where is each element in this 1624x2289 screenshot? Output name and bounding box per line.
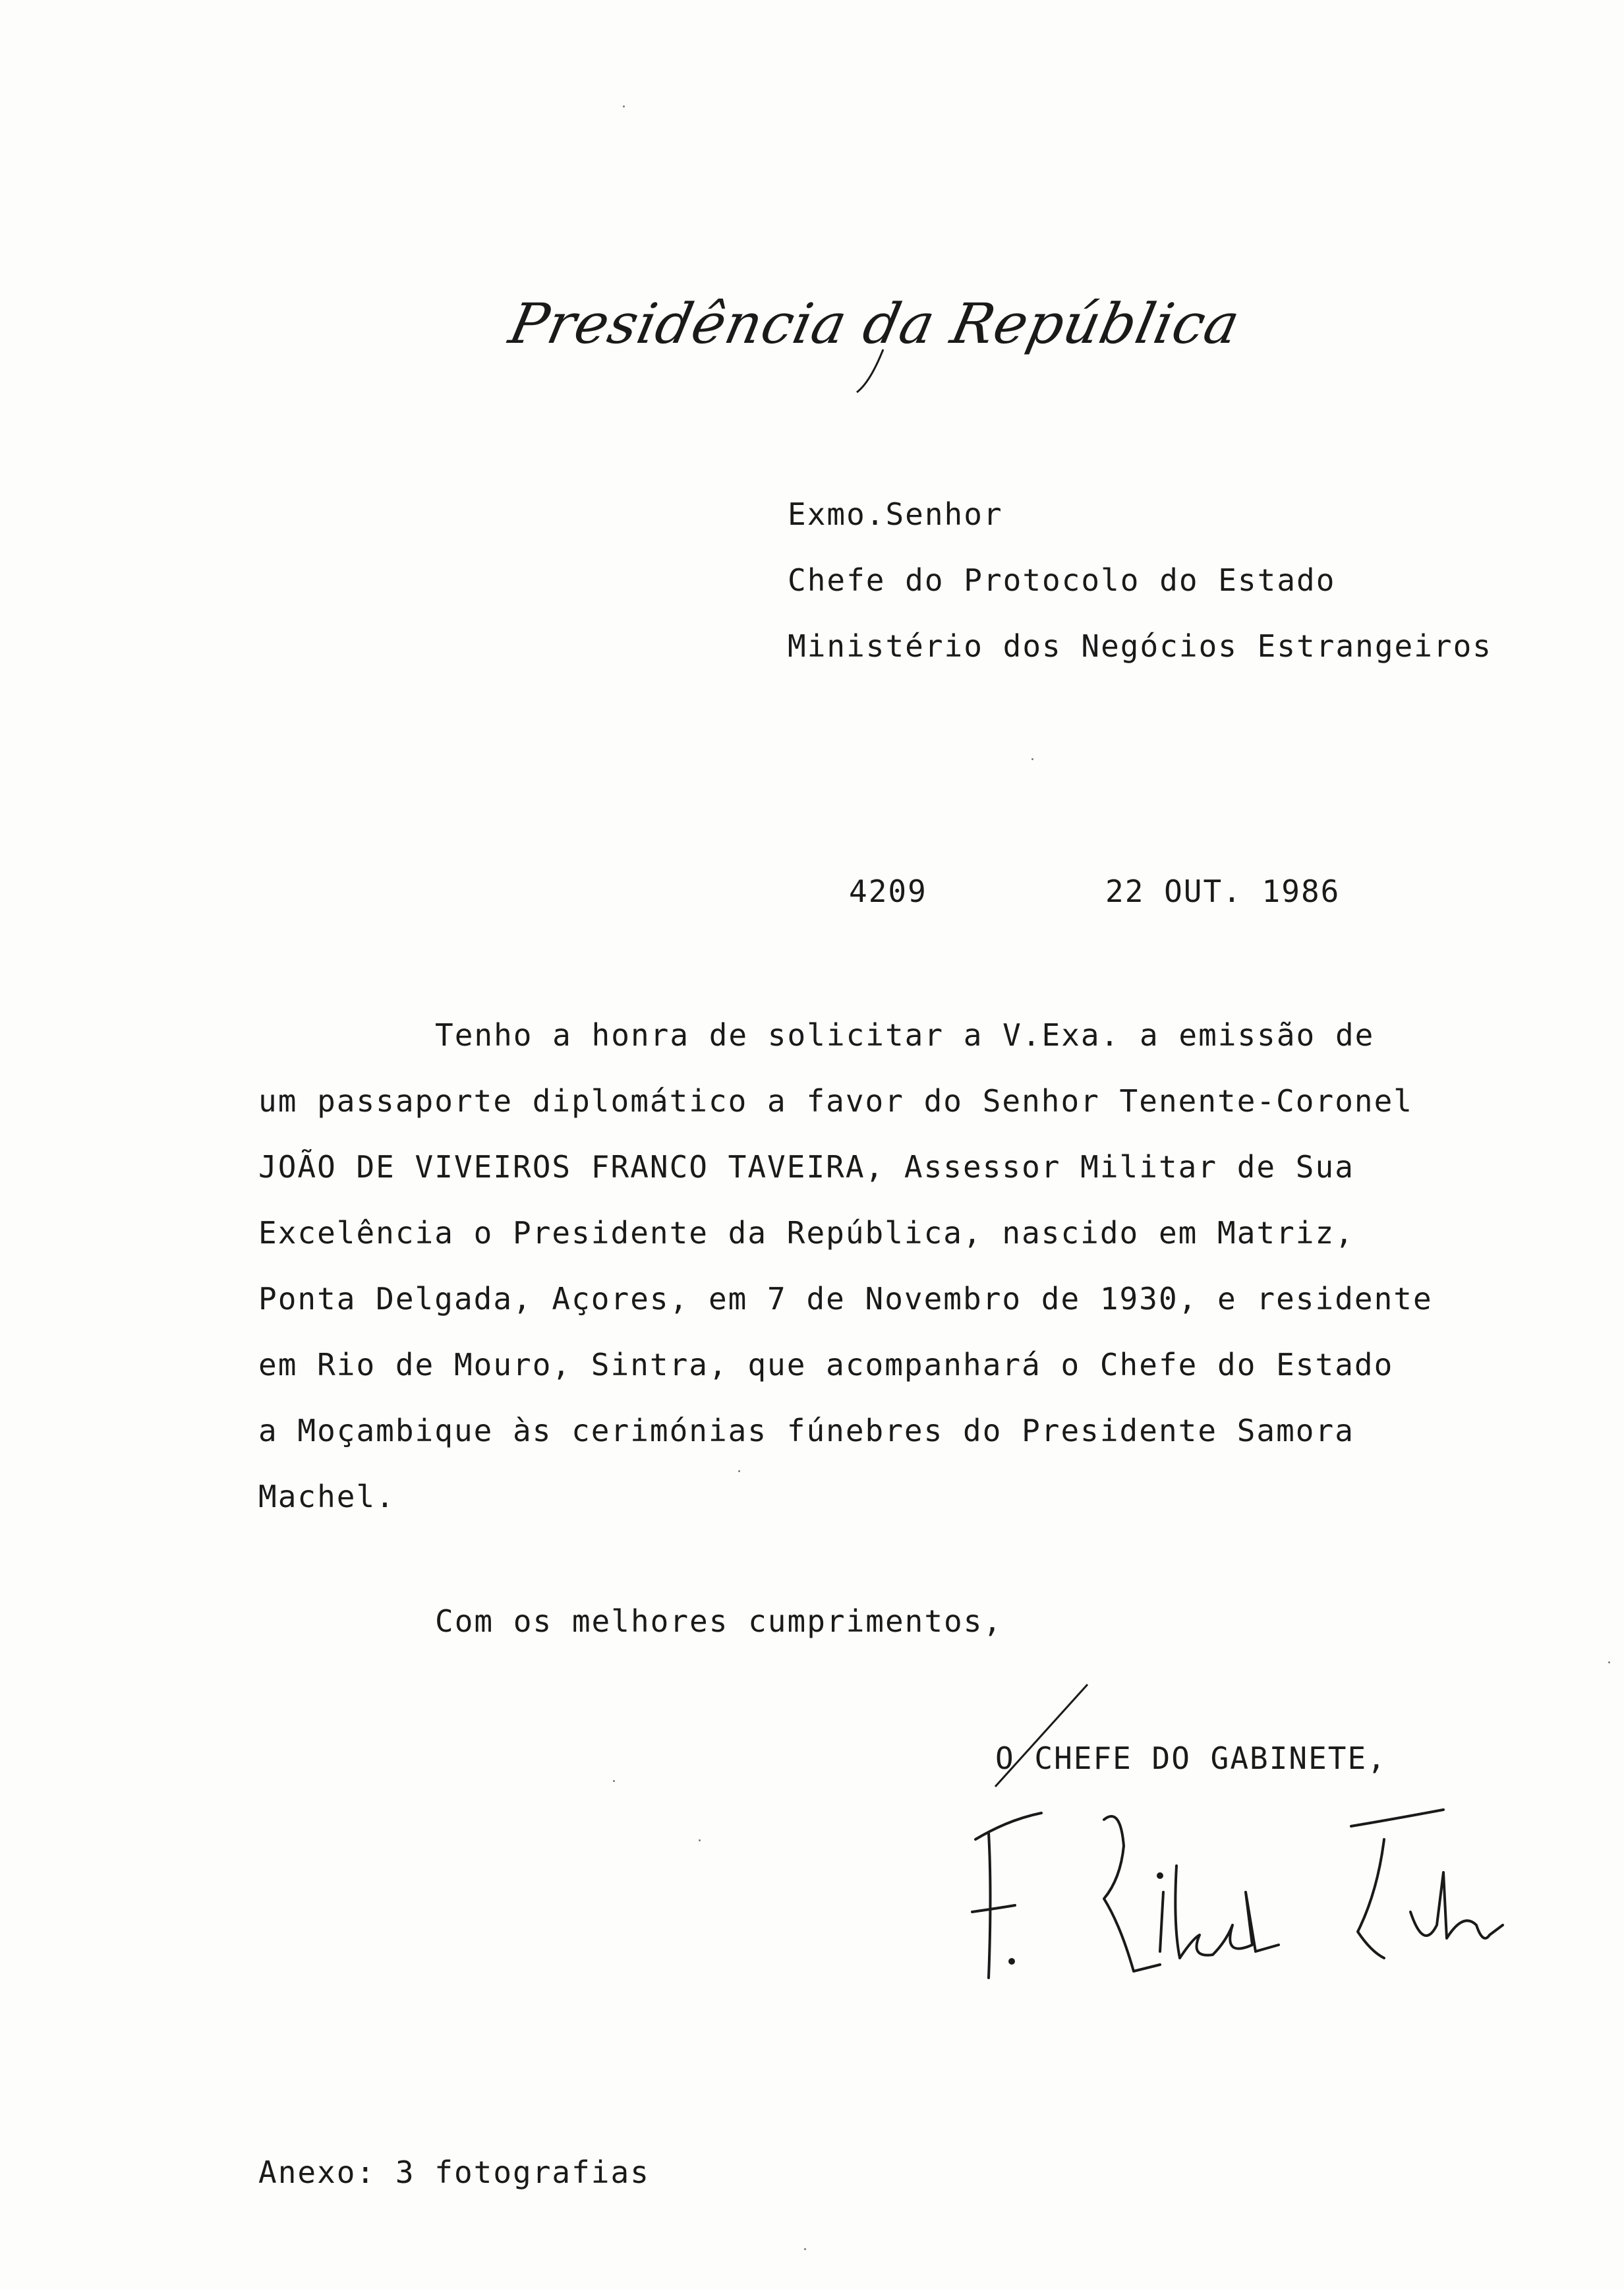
letterhead-script-logo — [504, 277, 1246, 396]
addressee-salutation: Exmo.Senhor — [788, 496, 1003, 532]
reference-number: 4209 — [849, 874, 927, 909]
addressee-title: Chefe do Protocolo do Estado — [788, 562, 1336, 598]
paper-speck — [1031, 758, 1033, 760]
paper-speck — [1608, 1661, 1610, 1663]
body-line: em Rio de Mouro, Sintra, que acompanhará o Chefe do Estado — [258, 1347, 1394, 1382]
paper-speck — [613, 1780, 615, 1782]
body-line: Tenho a honra de solicitar a V.Exa. a emissão de — [435, 1017, 1375, 1053]
handwritten-signature — [962, 1793, 1529, 1991]
annex-note: Anexo: 3 fotografias — [258, 2155, 650, 2190]
body-line: JOÃO DE VIVEIROS FRANCO TAVEIRA, Assessor Militar de Sua — [258, 1149, 1354, 1185]
body-line: Machel. — [258, 1479, 395, 1514]
paper-speck — [804, 2248, 806, 2250]
addressee-block — [788, 481, 1492, 679]
letter-body — [258, 1002, 1497, 1530]
body-line: Ponta Delgada, Açores, em 7 de Novembro de 1930, e residente — [258, 1281, 1433, 1317]
body-line: Excelência o Presidente da República, nascido em Matriz, — [258, 1215, 1354, 1251]
paper-speck — [738, 1470, 740, 1472]
paper-speck — [623, 105, 625, 107]
body-line: a Moçambique às cerimónias fúnebres do Presidente Samora — [258, 1413, 1354, 1448]
signatory-title: O CHEFE DO GABINETE, — [995, 1740, 1387, 1776]
svg-text:Presidência da República: Presidência da República — [504, 291, 1246, 357]
closing-salutation: Com os melhores cumprimentos, — [435, 1603, 1003, 1639]
reference-date: 22 OUT. 1986 — [1105, 874, 1341, 909]
handwritten-slash-mark — [982, 1681, 1101, 1793]
paper-speck — [699, 1839, 701, 1841]
body-line: um passaporte diplomático a favor do Senhor Tenente-Coronel — [258, 1083, 1413, 1119]
addressee-ministry: Ministério dos Negócios Estrangeiros — [788, 628, 1492, 664]
